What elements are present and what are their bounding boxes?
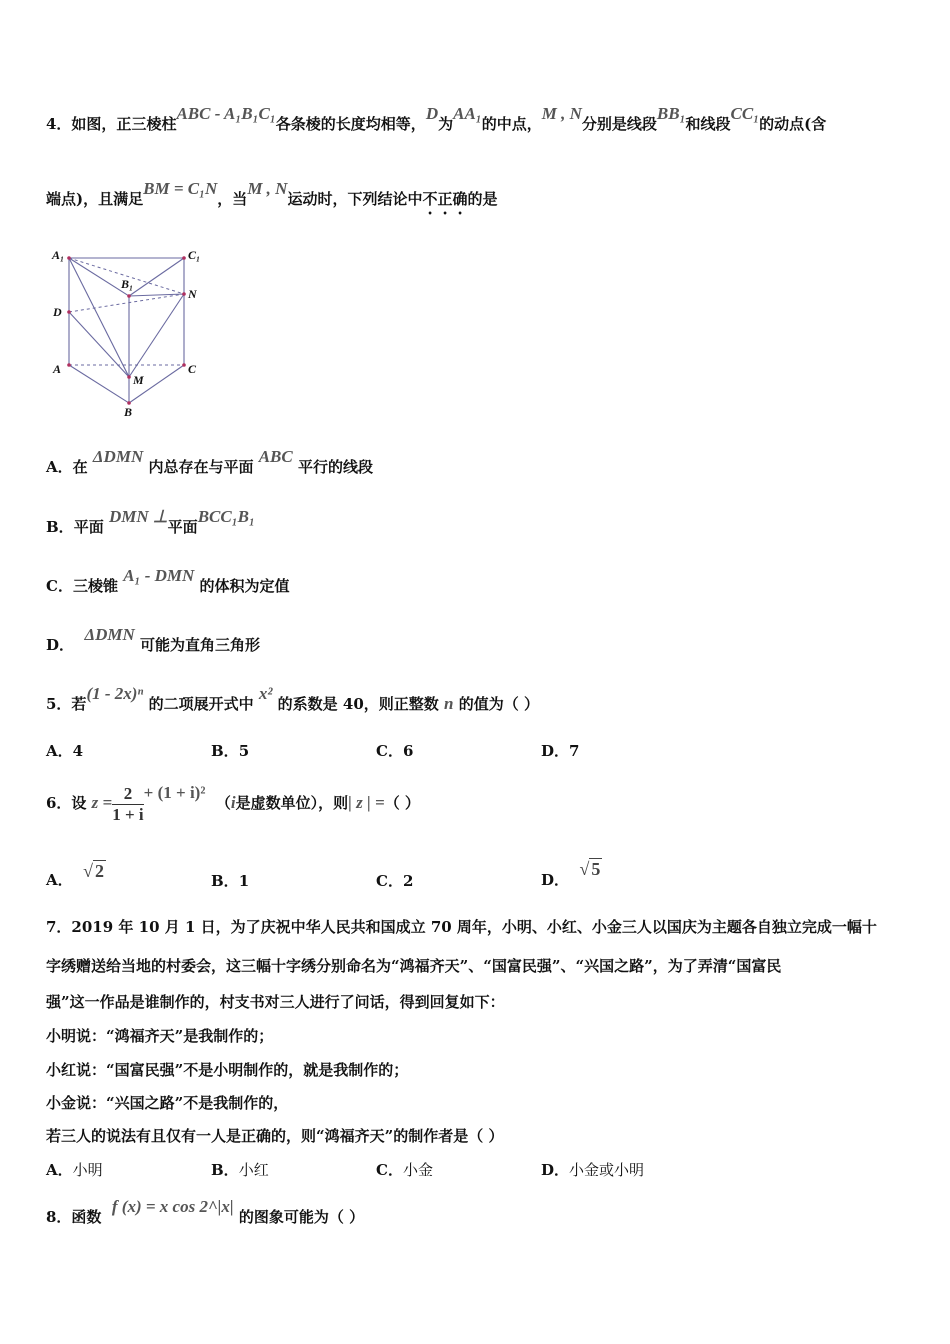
q6-option-d: D． √ 5 — [541, 859, 601, 889]
q7-line-5: 小红说：“国富民强”不是小明制作的，就是我制作的； — [46, 1061, 409, 1079]
q7-option-a: A．小明 — [46, 1161, 103, 1179]
label-b1: B₁ — [121, 277, 134, 291]
q7-line-1: 7．2019 年 10 月 1 日，为了庆祝中华人民共和国成立 70 周年，小明、小红、小金三人以国庆为主题各自独立完成一幅十 — [46, 918, 877, 936]
q6-option-c: C．2 — [376, 872, 414, 890]
q5-stem: 5．若(1 - 2x)ⁿ 的二项展开式中 x² 的系数是 40，则正整数 n 的值为（ ） — [46, 684, 539, 713]
q8-stem: 8．函数 f (x) = x cos 2^|x| 的图象可能为（ ） — [46, 1197, 365, 1226]
label-n: N — [188, 287, 197, 301]
label-c: C — [188, 362, 197, 376]
q6-option-a: A． √ 2 — [46, 861, 104, 889]
binomial-expr: (1 - 2x)ⁿ — [86, 684, 144, 703]
q4-option-c: C．三棱锥 A₁ - DMN 的体积为定值 — [46, 566, 290, 595]
q5-option-c: C．6 — [376, 742, 414, 760]
q4-option-d: D． ΔDMN 可能为直角三角形 — [46, 625, 261, 654]
segment-bb1: BB₁ — [656, 104, 686, 123]
q6-stem: 6．设 z = $\frac{2}{1 + i}$ + (1 + i)² （i是虚数单位），则| z | =（ ） — [46, 783, 420, 824]
q7-option-c: C．小金 — [376, 1161, 433, 1179]
label-a1: A₁ — [52, 248, 65, 262]
q4-line2: 端点)，且满足BM = C₁N，当M , N运动时，下列结论中不正确的是 — [46, 179, 498, 208]
label-d: D — [53, 305, 62, 319]
q5-option-d: D．7 — [541, 742, 580, 760]
prism-name: ABC - A₁B₁C₁ — [176, 104, 276, 123]
q4-option-b: B．平面 DMN ⊥平面BCC₁B₁ — [46, 507, 255, 536]
q7-line-4: 小明说：“鸿福齐天”是我制作的； — [46, 1027, 274, 1045]
segment-aa1: AA₁ — [453, 104, 482, 123]
q7-line-7: 若三人的说法有且仅有一人是正确的，则“鸿福齐天”的制作者是（ ） — [46, 1127, 504, 1145]
q7-option-b: B．小红 — [211, 1161, 269, 1179]
var-mn-2: M , N — [247, 179, 288, 198]
q5-option-b: B．5 — [211, 742, 250, 760]
segment-cc1: CC₁ — [730, 104, 760, 123]
label-a: A — [53, 362, 62, 376]
label-m: M — [133, 373, 144, 387]
q6-option-b: B．1 — [211, 872, 250, 890]
label-c1: C₁ — [188, 248, 201, 262]
function-expr: f (x) = x cos 2^|x| — [111, 1197, 234, 1216]
q7-line-6: 小金说：“兴国之路”不是我制作的， — [46, 1094, 289, 1112]
var-mn: M , N — [541, 104, 582, 123]
q7-line-3: 强”这一作品是谁制作的，村支书对三人进行了问话，得到回复如下： — [46, 993, 505, 1011]
label-b: B — [124, 405, 133, 419]
q4-line1: 4．如图，正三棱柱ABC - A₁B₁C₁各条棱的长度均相等，D为AA₁的中点，M , N分别是线段BB₁和线段CC₁的动点(含 — [46, 104, 827, 133]
q5-option-a: A．4 — [46, 742, 84, 760]
var-d: D — [425, 104, 439, 123]
fraction: $\frac{2}{1 + i}$ — [112, 783, 144, 824]
emphasis-not-correct: 不正确 — [422, 190, 468, 208]
q7-line-2: 字绣赠送给当地的村委会，这三幅十字绣分别命名为“鸿福齐天”、“国富民强”、“兴国之路”，为了弄清“国富民 — [46, 957, 782, 975]
condition: BM = C₁N — [143, 179, 218, 198]
prism-figure — [40, 240, 220, 425]
q7-option-d: D．小金或小明 — [541, 1161, 645, 1179]
q4-option-a: A．在 ΔDMN 内总存在与平面 ABC 平行的线段 — [46, 447, 373, 476]
